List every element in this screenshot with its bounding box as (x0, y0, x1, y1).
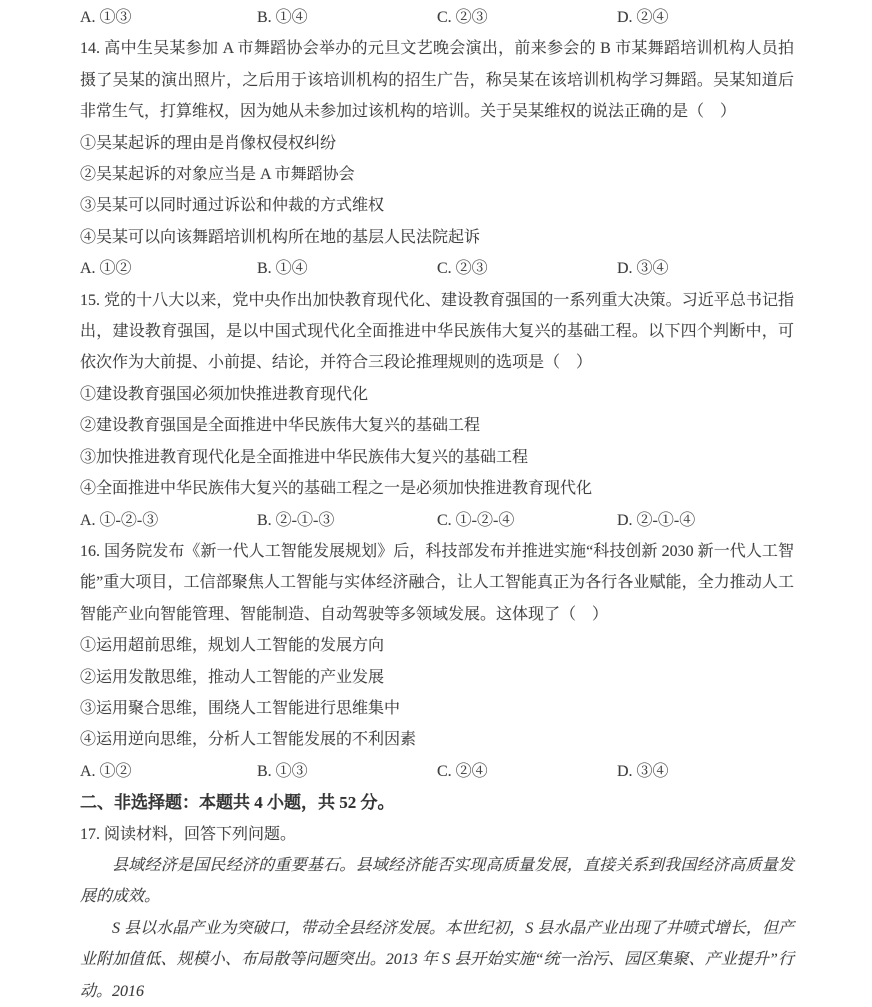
prev-question-options-row (80, 2, 794, 33)
question-14-options-row (80, 253, 794, 284)
question-15-statement-1: ①建设教育强国必须加快推进教育现代化 (80, 385, 369, 403)
question-17-material-paragraph-1: 县域经济是国民经济的重要基石。县域经济能否实现高质量发展，直接关系到我国经济高质量发展的成效。 (80, 856, 794, 906)
answer-option-b: B. ①③ (257, 762, 308, 780)
question-15-options-row (80, 505, 794, 536)
question-16-statement-3: ③运用聚合思维，围绕人工智能进行思维集中 (80, 699, 401, 717)
question-14-statement-2: ②吴某起诉的对象应当是 A 市舞蹈协会 (80, 166, 355, 184)
question-17 (80, 819, 794, 1007)
question-15-statement-2: ②建设教育强国是全面推进中华民族伟大复兴的基础工程 (80, 417, 481, 435)
question-14-stem: 14. 高中生吴某参加 A 市舞蹈协会举办的元旦文艺晚会演出，前来参会的 B 市某舞蹈培训机构人员拍摄了吴某的演出照片，之后用于该培训机构的招生广告，称吴某在该培训机构学习舞蹈。吴某知道后非常生气，打算维权，因为她从未参加过该机构的培训。关于吴某维权的说法正确的是（ ） (80, 40, 794, 121)
question-16-statement-2: ②运用发散思维，推动人工智能的产业发展 (80, 668, 385, 686)
question-14-statement-3: ③吴某可以同时通过诉讼和仲裁的方式维权 (80, 197, 385, 215)
question-16-stem: 16. 国务院发布《新一代人工智能发展规划》后，科技部发布并推进实施“科技创新 2030 新一代人工智能”重大项目，工信部聚焦人工智能与实体经济融合，让人工智能真正为各行各业赋能，全力推动人工智能产业向智能管理、智能制造、自动驾驶等多领域发展。这体现了（ ） (80, 542, 794, 623)
answer-option-d: D. ②-①-④ (617, 511, 696, 529)
answer-option-c: C. ①-②-④ (437, 511, 515, 529)
answer-option-b: B. ②-①-③ (257, 511, 335, 529)
answer-option-c: C. ②③ (437, 9, 488, 26)
question-17-intro: 17. 阅读材料，回答下列问题。 (80, 825, 297, 843)
answer-option-b: B. ①④ (257, 9, 308, 26)
answer-option-a: A. ①② (80, 762, 132, 780)
answer-option-a: A. ①-②-③ (80, 511, 159, 529)
question-16-options-row (80, 756, 794, 787)
answer-option-c: C. ②③ (437, 260, 488, 278)
question-17-material-paragraph-2: S 县以水晶产业为突破口，带动全县经济发展。本世纪初，S 县水晶产业出现了井喷式增长，但产业附加值低、规模小、布局散等问题突出。2013 年 S 县开始实施“统一治污、园区集聚、产业提升”行动。2016 (80, 919, 794, 1000)
answer-option-d: D. ③④ (617, 762, 669, 780)
answer-option-c: C. ②④ (437, 762, 488, 780)
question-16-statement-4: ④运用逆向思维，分析人工智能发展的不利因素 (80, 731, 417, 749)
question-16 (80, 536, 794, 787)
question-15-stem: 15. 党的十八大以来，党中央作出加快教育现代化、建设教育强国的一系列重大决策。习近平总书记指出，建设教育强国，是以中国式现代化全面推进中华民族伟大复兴的基础工程。以下四个判断中，可依次作为大前提、小前提、结论，并符合三段论推理规则的选项是（ ） (80, 291, 794, 372)
section-2-heading: 二、非选择题：本题共 4 小题，共 52 分。 (80, 793, 395, 813)
answer-option-b: B. ①④ (257, 260, 308, 278)
question-15 (80, 285, 794, 536)
question-14 (80, 33, 794, 284)
answer-option-d: D. ②④ (617, 9, 669, 26)
answer-option-a: A. ①③ (80, 9, 132, 26)
question-15-statement-3: ③加快推进教育现代化是全面推进中华民族伟大复兴的基础工程 (80, 448, 529, 466)
question-14-statement-4: ④吴某可以向该舞蹈培训机构所在地的基层人民法院起诉 (80, 228, 481, 246)
question-14-statement-1: ①吴某起诉的理由是肖像权侵权纠纷 (80, 134, 337, 152)
answer-option-a: A. ①② (80, 260, 132, 278)
question-16-statement-1: ①运用超前思维，规划人工智能的发展方向 (80, 637, 385, 655)
answer-option-d: D. ③④ (617, 260, 669, 278)
question-15-statement-4: ④全面推进中华民族伟大复兴的基础工程之一是必须加快推进教育现代化 (80, 480, 593, 498)
